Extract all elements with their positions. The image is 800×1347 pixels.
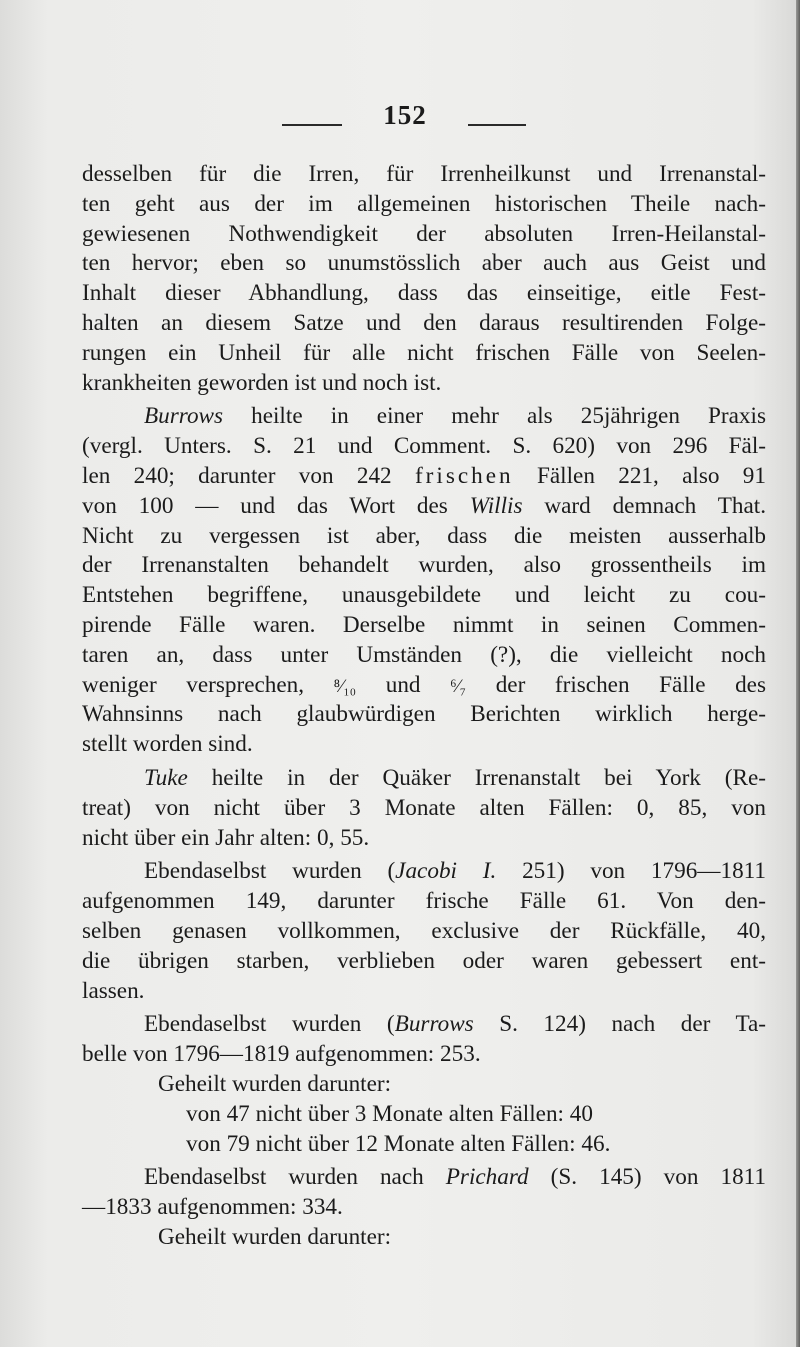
text-line: rungen ein Unheil für alle nicht frischen Fälle von Seelen- [82,339,766,366]
text-line: Nicht zu vergessen ist aber, dass die meisten ausserhalb [82,522,766,549]
text-line: Ebendaselbst wurden nach Prichard (S. 145) von 1811 [144,1164,766,1191]
body-text [82,160,766,1253]
paragraph-6 [82,1163,766,1252]
text-line: Entstehen begriffene, unausgebildete und leicht zu cou- [82,582,766,609]
citation: Prichard [445,1164,529,1191]
text-line: der Irrenanstalten behandelt wurden, also grossentheils im [82,552,766,579]
text-line: Ebendaselbst wurden (Jacobi I. 251) von 1796—1811 [144,858,766,885]
text-line: Ebendaselbst wurden (Burrows S. 124) nach der Ta- [144,1011,766,1038]
text-line: —1833 aufgenommen: 334. [82,1194,343,1221]
text-line: Burrows heilte in einer mehr als 25jährigen Praxis [144,403,766,430]
healed-row: von 79 nicht über 12 Monate alten Fällen: 46. [186,1130,611,1157]
header-rule-left [282,124,342,126]
text-line: (vergl. Unters. S. 21 und Comment. S. 620) von 296 Fäl- [82,433,766,460]
citation: Burrows [394,1011,474,1038]
text-line: die übrigen starben, verblieben oder waren gebessert ent- [82,947,766,974]
text-line: aufgenommen 149, darunter frische Fälle 61. Von den- [82,888,766,915]
text-line: weniger versprechen, ⁸⁄₁₀ und ⁶⁄₇ der frischen Fälle des [82,671,766,698]
healed-label: Geheilt wurden darunter: [158,1070,392,1097]
text-line: von 100 — und das Wort des Willis ward demnach That. [82,492,766,519]
text-line: len 240; darunter von 242 frischen Fällen 221, also 91 [82,462,766,489]
spaced-emphasis: frischen [414,462,514,489]
text-line: selben genasen vollkommen, exclusive der Rückfälle, 40, [82,917,766,944]
healed-row: von 47 nicht über 3 Monate alten Fällen: 40 [186,1100,593,1127]
paragraph-4 [82,857,766,1006]
author-name: Willis [469,492,523,519]
text-line: gewiesenen Nothwendigkeit der absoluten Irren-Heilanstal- [82,220,766,247]
healed-label: Geheilt wurden darunter: [158,1223,392,1250]
citation: Jacobi I. [395,858,497,885]
text-line: ten hervor; eben so unumstösslich aber auch aus Geist und [82,250,766,277]
text-line: nicht über ein Jahr alten: 0, 55. [82,824,370,851]
page-number: 152 [383,100,427,130]
text-line: ten geht aus der im allgemeinen historischen Theile nach- [82,190,766,217]
paragraph-5 [82,1010,766,1159]
paragraph-1 [82,160,766,398]
text-line: Tuke heilte in der Quäker Irrenanstalt bei York (Re- [144,764,766,791]
paragraph-2 [82,402,766,760]
header-rule-right [468,124,526,126]
text-line: pirende Fälle waren. Derselbe nimmt in seinen Commen- [82,611,766,638]
text-line: treat) von nicht über 3 Monate alten Fällen: 0, 85, von [82,794,766,821]
text-line: taren an, dass unter Umständen (?), die vielleicht noch [82,641,766,668]
text-line: Wahnsinns nach glaubwürdigen Berichten wirklich herge- [82,701,766,728]
text-line: desselben für die Irren, für Irrenheilkunst und Irrenanstal- [82,161,766,187]
text-line: lassen. [82,977,145,1004]
fraction: ⁶⁄₇ [450,675,467,697]
text-line: krankheiten geworden ist und noch ist. [82,369,442,396]
fraction: ⁸⁄₁₀ [333,675,357,697]
author-name: Tuke [144,764,188,791]
page-edge-shadow [796,0,800,1347]
text-line: halten an diesem Satze und den daraus resultirenden Folge- [82,309,766,336]
text-line: stellt worden sind. [82,731,253,758]
paragraph-3 [82,764,766,853]
text-line: Inhalt dieser Abhandlung, dass das einseitige, eitle Fest- [82,280,766,307]
text-line: belle von 1796—1819 aufgenommen: 253. [82,1041,481,1068]
author-name: Burrows [144,403,224,430]
